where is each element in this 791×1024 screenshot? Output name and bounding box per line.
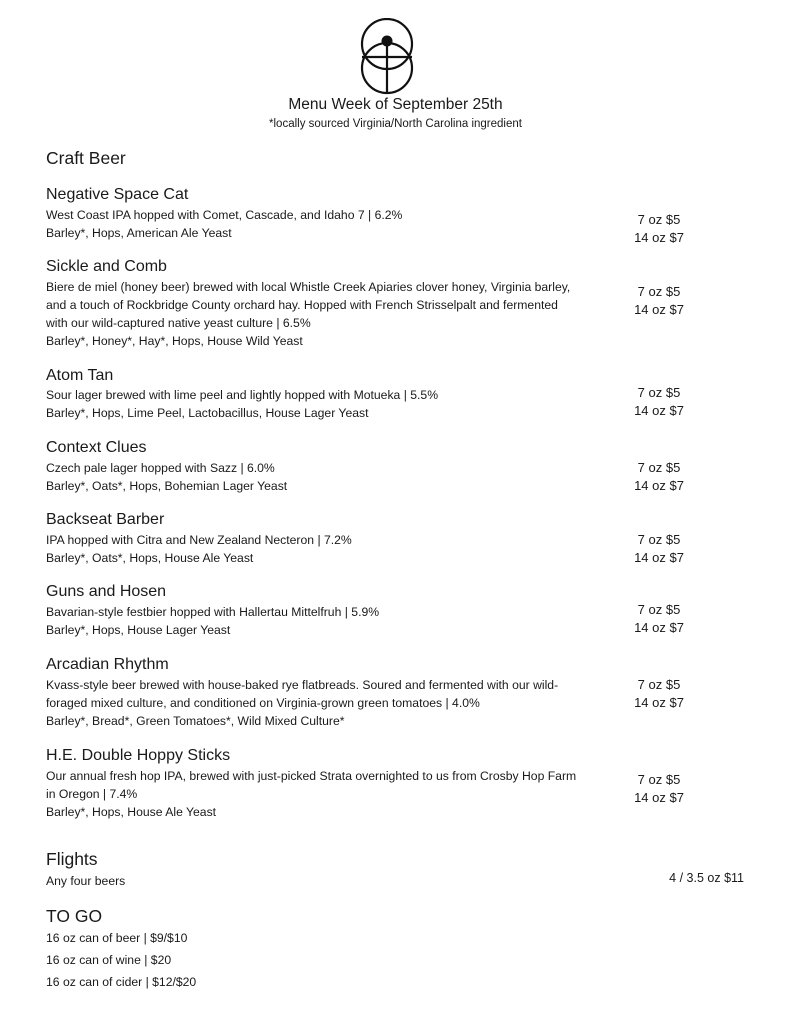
- price-small: 7 oz $5: [637, 385, 681, 400]
- brewery-logo-icon: [358, 18, 418, 96]
- price-small: 7 oz $5: [637, 602, 681, 617]
- beer-ingredients-line: Barley*, Bread*, Green Tomatoes*, Wild Mixed Culture*: [46, 714, 345, 728]
- beer-description-line: Bavarian-style festbier hopped with Hallertau Mittelfruh | 5.9%: [46, 605, 380, 619]
- section-title-craft-beer: Craft Beer: [46, 148, 126, 168]
- to-go-item: 16 oz can of wine | $20: [46, 953, 172, 967]
- beer-ingredients-line: Barley*, Oats*, Hops, Bohemian Lager Yeast: [46, 479, 288, 493]
- price-small: 7 oz $5: [637, 212, 681, 227]
- beer-name: H.E. Double Hoppy Sticks: [46, 747, 231, 764]
- beer-name: Guns and Hosen: [46, 583, 167, 600]
- beer-description-line: IPA hopped with Citra and New Zealand Necteron | 7.2%: [46, 533, 352, 547]
- beer-description-line: Biere de miel (honey beer) brewed with local Whistle Creek Apiaries clover honey, Virginia barley,: [46, 280, 571, 294]
- beer-prices: [599, 531, 719, 567]
- beer-description-line: foraged mixed culture, and conditioned on Virginia-grown green tomatoes | 4.0%: [46, 696, 480, 710]
- beer-prices: [599, 676, 719, 712]
- price-small: 7 oz $5: [637, 532, 681, 547]
- price-large: 14 oz $7: [634, 230, 684, 245]
- beer-description-line: in Oregon | 7.4%: [46, 787, 138, 801]
- beer-prices: [599, 211, 719, 247]
- local-ingredient-note: *locally sourced Virginia/North Carolina ingredient: [269, 118, 522, 130]
- price-large: 14 oz $7: [634, 302, 684, 317]
- beer-name: Arcadian Rhythm: [46, 656, 169, 673]
- price-large: 14 oz $7: [634, 620, 684, 635]
- section-title-flights: Flights: [46, 849, 98, 869]
- beer-prices: [599, 601, 719, 637]
- price-small: 7 oz $5: [637, 677, 681, 692]
- beer-description-line: Czech pale lager hopped with Sazz | 6.0%: [46, 461, 275, 475]
- price-small: 7 oz $5: [637, 284, 681, 299]
- beer-name: Atom Tan: [46, 367, 114, 384]
- to-go-item: 16 oz can of beer | $9/$10: [46, 931, 188, 945]
- beer-description-line: Sour lager brewed with lime peel and lightly hopped with Motueka | 5.5%: [46, 388, 439, 402]
- menu-week-title: Menu Week of September 25th: [288, 96, 503, 113]
- price-small: 7 oz $5: [637, 772, 681, 787]
- beer-prices: [599, 459, 719, 495]
- price-large: 14 oz $7: [634, 478, 684, 493]
- beer-name: Negative Space Cat: [46, 186, 189, 203]
- price-large: 14 oz $7: [634, 790, 684, 805]
- beer-name: Context Clues: [46, 439, 147, 456]
- beer-ingredients-line: Barley*, Hops, House Lager Yeast: [46, 623, 231, 637]
- beer-name: Backseat Barber: [46, 511, 165, 528]
- section-title-to-go: TO GO: [46, 906, 103, 926]
- to-go-item: 16 oz can of cider | $12/$20: [46, 975, 197, 989]
- beer-ingredients-line: Barley*, Honey*, Hay*, Hops, House Wild Yeast: [46, 334, 303, 348]
- price-large: 14 oz $7: [634, 695, 684, 710]
- beer-ingredients-line: Barley*, Oats*, Hops, House Ale Yeast: [46, 551, 254, 565]
- beer-description-line: West Coast IPA hopped with Comet, Cascade, and Idaho 7 | 6.2%: [46, 208, 403, 222]
- beer-ingredients-line: Barley*, Hops, American Ale Yeast: [46, 226, 232, 240]
- beer-description-line: Our annual fresh hop IPA, brewed with just-picked Strata overnighted to us from Crosby Hop Farm: [46, 769, 577, 783]
- beer-description-line: Kvass-style beer brewed with house-baked rye flatbreads. Soured and fermented with our wild-: [46, 678, 559, 692]
- beer-ingredients-line: Barley*, Hops, House Ale Yeast: [46, 805, 217, 819]
- flights-description: Any four beers: [46, 874, 126, 888]
- beer-prices: [599, 384, 719, 420]
- flights-price: 4 / 3.5 oz $11: [669, 871, 744, 885]
- beer-description-line: and a touch of Rockbridge County orchard hay. Hopped with French Strisselpalt and fermented: [46, 298, 558, 312]
- beer-name: Sickle and Comb: [46, 258, 167, 275]
- beer-prices: [599, 283, 719, 319]
- beer-description-line: with our wild-captured native yeast culture | 6.5%: [46, 316, 311, 330]
- beer-prices: [599, 771, 719, 807]
- price-large: 14 oz $7: [634, 403, 684, 418]
- beer-ingredients-line: Barley*, Hops, Lime Peel, Lactobacillus, House Lager Yeast: [46, 406, 369, 420]
- price-small: 7 oz $5: [637, 460, 681, 475]
- price-large: 14 oz $7: [634, 550, 684, 565]
